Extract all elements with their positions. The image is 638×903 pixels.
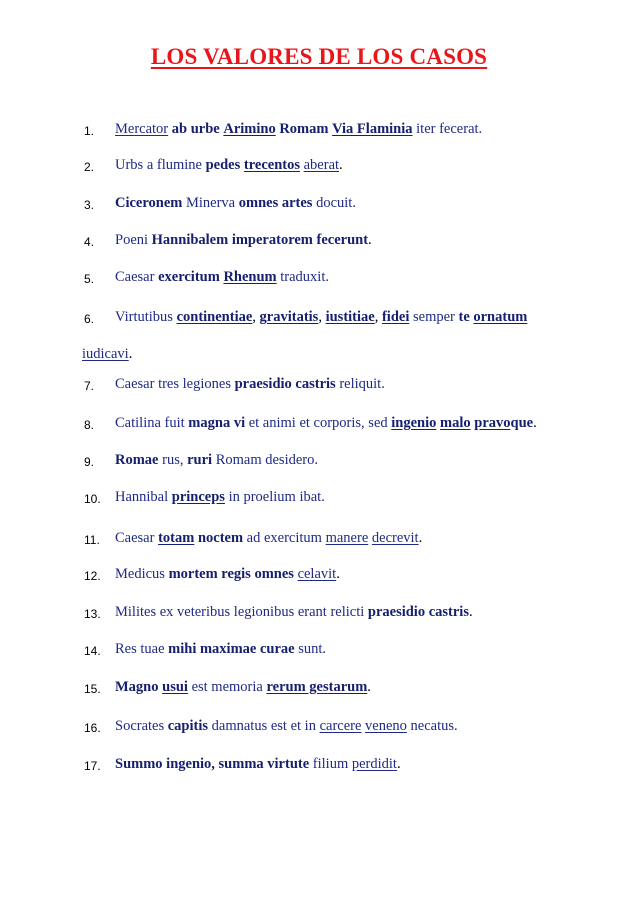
emphasized-term: Romam xyxy=(279,121,329,137)
sentence-text xyxy=(115,452,318,469)
sentence-number: 8. xyxy=(84,418,95,432)
emphasized-term: continentiae xyxy=(176,309,253,325)
sentence-text: traduxit. xyxy=(276,269,329,285)
emphasized-term: Hannibalem imperatorem fecerunt xyxy=(151,232,369,248)
emphasized-term: Summo ingenio, summa virtute xyxy=(115,756,310,772)
sentence-text: damnatus est et in xyxy=(208,718,320,734)
sentence-text: est memoria xyxy=(187,679,267,695)
emphasized-term: princeps xyxy=(171,489,225,505)
sentence-number: 5. xyxy=(84,272,95,286)
emphasized-term: exercitum xyxy=(158,269,220,285)
sentence-number: 6. xyxy=(84,312,95,326)
sentence-item xyxy=(0,121,638,145)
sentence-text: . xyxy=(339,157,343,173)
sentence-number: 9. xyxy=(84,455,95,469)
emphasized-term: magna vi xyxy=(188,415,246,431)
sentence-text: Caesar xyxy=(115,530,159,546)
emphasized-term: rerum gestarum xyxy=(266,679,368,695)
emphasized-term: mortem regis omnes xyxy=(168,566,294,582)
sentence-text: Virtutibus xyxy=(115,309,177,325)
sentence-text: . xyxy=(418,530,423,546)
sentence-text xyxy=(115,232,372,249)
sentence-text: sunt. xyxy=(294,641,327,657)
emphasized-term: omnes artes xyxy=(238,195,313,211)
sentence-text: Medicus xyxy=(115,566,169,582)
sentence-text: . xyxy=(128,346,133,362)
underlined-term: carcere xyxy=(319,718,362,734)
emphasized-term: Magno xyxy=(115,679,159,695)
emphasized-term: usui xyxy=(162,679,188,695)
underlined-term: aberat xyxy=(303,157,340,173)
sentence-text: Res tuae xyxy=(115,641,169,657)
emphasized-term: praesidio castris xyxy=(367,604,469,620)
sentence-number: 3. xyxy=(84,198,95,212)
emphasized-term: ingenio xyxy=(391,415,437,431)
sentence-text xyxy=(115,718,458,735)
sentence-text: docuit. xyxy=(312,195,356,211)
sentence-text: ad exercitum xyxy=(243,530,326,546)
emphasized-term: pravo xyxy=(474,415,511,431)
emphasized-term: mihi maximae curae xyxy=(168,641,295,657)
sentence-text: reliquit. xyxy=(335,376,385,392)
sentence-item xyxy=(0,489,638,513)
sentence-number: 2. xyxy=(84,160,95,174)
sentence-text: Romam desidero. xyxy=(212,452,318,468)
emphasized-term: Romae xyxy=(115,452,159,468)
sentence-text xyxy=(115,269,329,286)
sentence-item xyxy=(0,641,638,665)
sentence-text: . xyxy=(367,679,371,695)
sentence-text xyxy=(115,489,325,506)
sentence-item xyxy=(0,679,638,703)
underlined-term: iudicavi xyxy=(82,346,129,362)
sentence-item xyxy=(0,718,638,742)
sentence-text: Catilina fuit xyxy=(115,415,189,431)
sentence-number: 16. xyxy=(84,721,101,735)
sentence-number: 4. xyxy=(84,235,95,249)
sentence-number: 13. xyxy=(84,607,101,621)
emphasized-term: Via Flaminia xyxy=(332,121,413,137)
underlined-term: Mercator xyxy=(115,121,169,137)
sentence-text: necatus. xyxy=(406,718,458,734)
sentence-text: . xyxy=(336,566,340,582)
sentence-number: 15. xyxy=(84,682,101,696)
emphasized-term: ruri xyxy=(187,452,213,468)
sentence-text: . xyxy=(468,604,473,620)
sentence-text: semper xyxy=(409,309,459,325)
sentence-item xyxy=(0,269,638,293)
sentence-text xyxy=(115,157,343,174)
sentence-item xyxy=(0,376,638,400)
page-title: LOS VALORES DE LOS CASOS xyxy=(150,44,488,69)
sentence-text: iter fecerat. xyxy=(412,121,483,137)
emphasized-term: te xyxy=(458,309,470,325)
sentence-text: Urbs a flumine xyxy=(115,157,206,173)
emphasized-term: iustitiae xyxy=(325,309,375,325)
sentence-item xyxy=(0,157,638,181)
sentence-text: Minerva xyxy=(182,195,239,211)
sentence-item xyxy=(0,309,638,333)
sentence-number: 11. xyxy=(84,533,100,547)
sentence-text xyxy=(115,756,401,773)
sentence-text: , xyxy=(318,309,326,325)
sentence-text xyxy=(115,604,473,621)
sentence-text: filium xyxy=(309,756,352,772)
sentence-item xyxy=(0,232,638,256)
sentence-item xyxy=(0,530,638,554)
sentence-6-continuation xyxy=(82,346,132,363)
emphasized-term: Rhenum xyxy=(223,269,277,285)
sentence-item xyxy=(0,604,638,628)
sentence-text xyxy=(115,566,340,583)
sentence-text: rus, xyxy=(158,452,188,468)
sentence-text xyxy=(115,530,422,547)
underlined-term: manere xyxy=(325,530,369,546)
sentence-text xyxy=(115,376,385,393)
emphasized-term: totam xyxy=(158,530,195,546)
sentence-text xyxy=(115,679,371,696)
emphasized-term: gravitatis xyxy=(259,309,319,325)
sentence-text xyxy=(115,195,356,212)
emphasized-term: trecentos xyxy=(243,157,300,173)
sentence-text: Hannibal xyxy=(115,489,172,505)
sentence-number: 14. xyxy=(84,644,101,658)
emphasized-term: capitis xyxy=(167,718,209,734)
sentence-text: Socrates xyxy=(115,718,168,734)
sentence-number: 1. xyxy=(84,124,95,138)
emphasized-term: que xyxy=(510,415,534,431)
sentence-text: et animi et corporis, sed xyxy=(245,415,392,431)
sentence-text: , xyxy=(374,309,382,325)
sentence-text: . xyxy=(368,232,372,248)
sentence-item xyxy=(0,415,638,439)
emphasized-term: pedes xyxy=(205,157,241,173)
sentence-text: in proelium ibat. xyxy=(224,489,325,505)
sentence-text xyxy=(115,121,482,138)
underlined-term: perdidit xyxy=(351,756,397,772)
sentence-text xyxy=(115,415,537,432)
sentence-item xyxy=(0,195,638,219)
sentence-text: . xyxy=(533,415,537,431)
underlined-term: decrevit xyxy=(371,530,419,546)
emphasized-term: malo xyxy=(440,415,471,431)
sentence-text xyxy=(115,309,527,326)
emphasized-term: fidei xyxy=(381,309,410,325)
sentence-number: 7. xyxy=(84,379,95,393)
sentence-number: 17. xyxy=(84,759,101,773)
sentence-text: . xyxy=(396,756,401,772)
sentence-text: Poeni xyxy=(115,232,152,248)
sentence-text: Milites ex veteribus legionibus erant relicti xyxy=(115,604,368,620)
sentence-text: Caesar xyxy=(115,269,159,285)
underlined-term: celavit xyxy=(297,566,337,582)
sentence-item xyxy=(0,756,638,780)
sentence-text: Caesar tres legiones xyxy=(115,376,235,392)
underlined-term: veneno xyxy=(365,718,407,734)
emphasized-term: Arimino xyxy=(223,121,276,137)
emphasized-term: ornatum xyxy=(473,309,528,325)
sentence-item xyxy=(0,452,638,476)
emphasized-term: Ciceronem xyxy=(115,195,183,211)
sentence-text xyxy=(115,641,326,658)
emphasized-term: noctem xyxy=(197,530,244,546)
sentence-number: 12. xyxy=(84,569,101,583)
sentence-number: 10. xyxy=(84,492,101,506)
sentence-text: , xyxy=(252,309,260,325)
sentence-item xyxy=(0,566,638,590)
emphasized-term: ab urbe xyxy=(171,121,220,137)
emphasized-term: praesidio castris xyxy=(234,376,336,392)
